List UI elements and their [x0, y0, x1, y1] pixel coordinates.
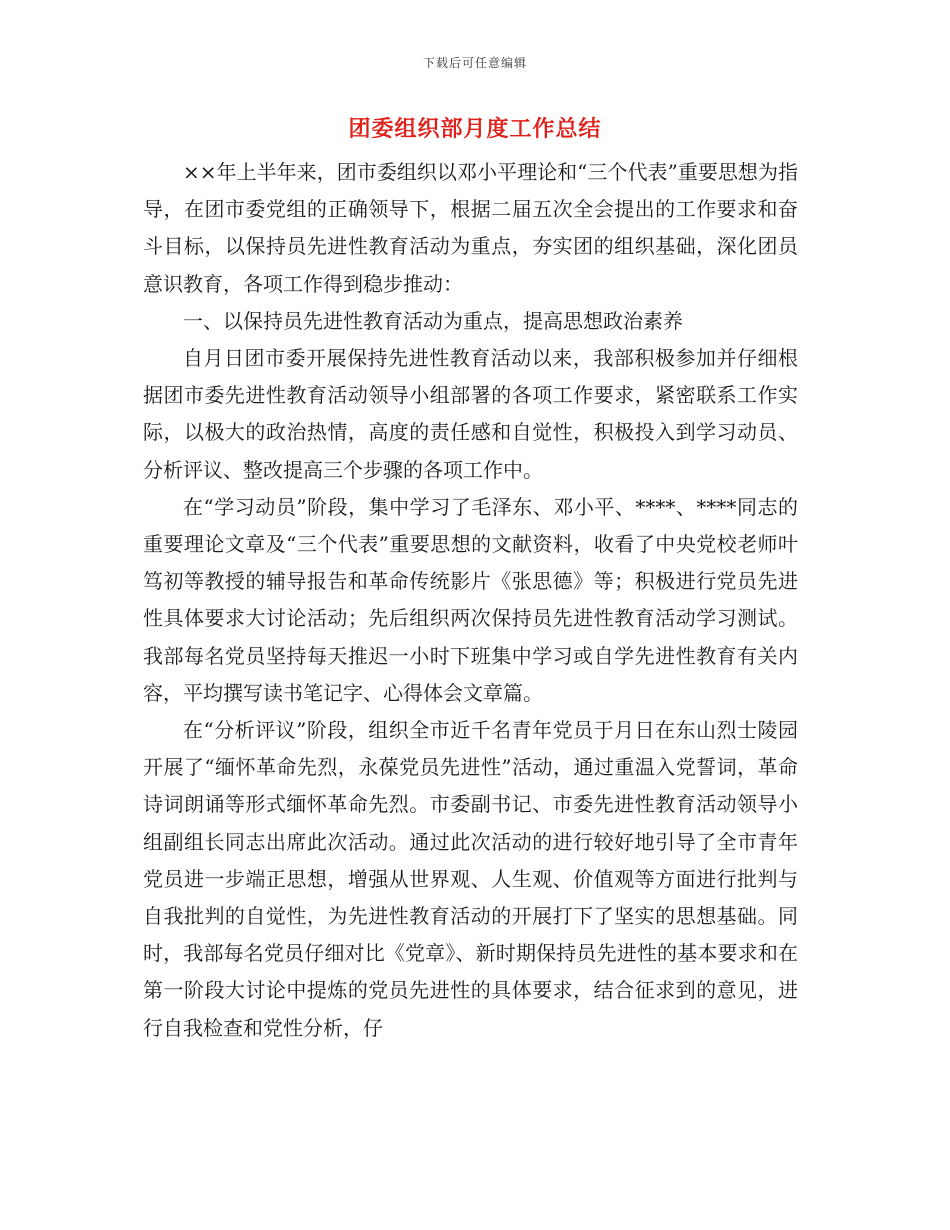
paragraph-section-heading: 一、以保持员先进性教育活动为重点，提高思想政治素养 — [183, 308, 683, 333]
document-body — [143, 154, 798, 1047]
document-title: 团委组织部月度工作总结 — [348, 116, 602, 142]
paragraph-study-stage: 在“学习动员”阶段，集中学习了毛泽东、邓小平、****、****同志的重要理论文章及“三个代表”重要思想的文献资料，收看了中央党校老师叶笃初等教授的辅导报告和革命传统影片《张思德》等；积极进行党员先进性具体要求大讨论活动；先后组织两次保持员先进性教育活动学习测试。我部每名党员坚持每天推迟一小时下班集中学习或自学先进性教育有关内容，平均撰写读书笔记字、心得体会文章篇。 — [143, 494, 798, 705]
paragraph-review-stage: 在“分析评议”阶段，组织全市近千名青年党员于月日在东山烈士陵园开展了“缅怀革命先烈，永葆党员先进性”活动，通过重温入党誓词，革命诗词朗诵等形式缅怀革命先烈。市委副书记、市委先进性教育活动领导小组副组长同志出席此次活动。通过此次活动的进行较好地引导了全市青年党员进一步端正思想，增强从世界观、人生观、价值观等方面进行批判与自我批判的自觉性，为先进性教育活动的开展打下了坚实的思想基础。同时，我部每名党员仔细对比《党章》、新时期保持员先进性的基本要求和在第一阶段大讨论中提炼的党员先进性的具体要求，结合征求到的意见，进行自我检查和党性分析，仔 — [143, 718, 798, 1040]
paragraph-intro: ××年上半年来，团市委组织以邓小平理论和“三个代表”重要思想为指导，在团市委党组的正确领导下，根据二届五次全会提出的工作要求和奋斗目标，以保持员先进性教育活动为重点，夯实团的组织基础，深化团员意识教育，各项工作得到稳步推动： — [143, 160, 798, 296]
paragraph-overview: 自月日团市委开展保持先进性教育活动以来，我部积极参加并仔细根据团市委先进性教育活动领导小组部署的各项工作要求，紧密联系工作实际，以极大的政治热情，高度的责任感和自觉性，积极投入到学习动员、分析评议、整改提高三个步骤的各项工作中。 — [143, 346, 798, 482]
header-note: 下载后可任意编辑 — [422, 56, 527, 70]
